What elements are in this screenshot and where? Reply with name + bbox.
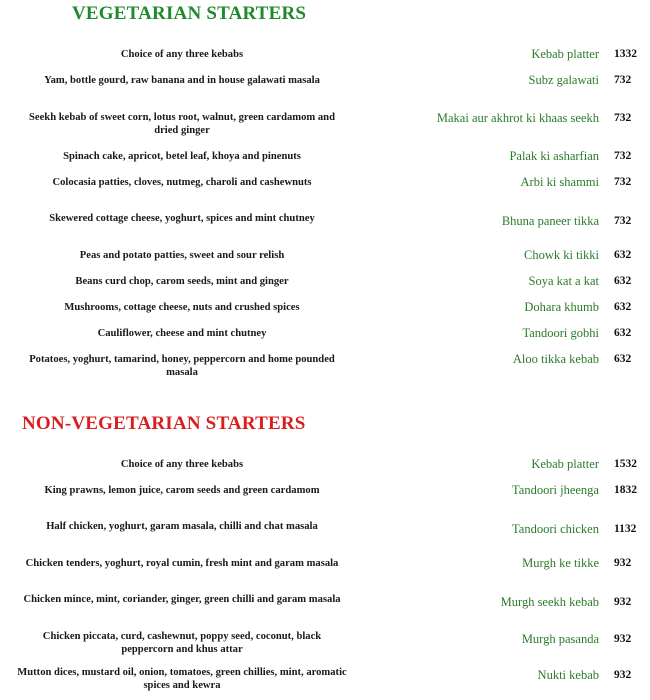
menu-item-description: Choice of any three kebabs: [120, 459, 244, 470]
menu-item-price: 1832: [614, 484, 637, 496]
menu-item-name: Palak ki asharfian: [509, 149, 599, 163]
menu-item-description: Potatoes, yoghurt, tamarind, honey, peppercorn and home pounded masala: [29, 354, 335, 378]
menu-item-description: Choice of any three kebabs: [120, 49, 244, 60]
menu-item-price: 732: [614, 215, 632, 227]
menu-item-name: Soya kat a kat: [528, 274, 599, 288]
menu-item-name: Dohara khumb: [524, 300, 599, 314]
menu-item-name: Aloo tikka kebab: [512, 352, 599, 366]
menu-item-price: 632: [614, 353, 632, 365]
menu-item-price: 632: [614, 327, 632, 339]
menu-item-price: 732: [614, 74, 632, 86]
menu-item-description: Skewered cottage cheese, yoghurt, spices and mint chutney: [49, 213, 315, 224]
nonveg-section-title: NON-VEGETARIAN STARTERS: [22, 413, 306, 434]
menu-item-description: Spinach cake, apricot, betel leaf, khoya and pinenuts: [63, 151, 301, 162]
menu-item-price: 732: [614, 176, 632, 188]
menu-item-price: 1132: [614, 523, 637, 535]
menu-item-price: 932: [614, 596, 632, 608]
menu-item-name: Tandoori jheenga: [512, 483, 599, 497]
menu-item-description: Chicken tenders, yoghurt, royal cumin, fresh mint and garam masala: [25, 558, 339, 569]
menu-item-price: 932: [614, 669, 632, 681]
menu-item-name: Chowk ki tikki: [523, 248, 599, 262]
menu-item-description: Seekh kebab of sweet corn, lotus root, walnut, green cardamom and dried ginger: [29, 112, 335, 136]
menu-item-name: Kebab platter: [531, 457, 599, 471]
menu-item-name: Tandoori chicken: [512, 522, 599, 536]
menu-item-name: Makai aur akhrot ki khaas seekh: [436, 111, 599, 125]
menu-item-description: Colocasia patties, cloves, nutmeg, charoli and cashewnuts: [52, 177, 312, 188]
menu-item-price: 732: [614, 112, 632, 124]
menu-item-name: Nukti kebab: [537, 668, 599, 682]
menu-item-price: 932: [614, 633, 632, 645]
menu-item-name: Murgh pasanda: [521, 632, 599, 646]
veg-section-title: VEGETARIAN STARTERS: [72, 3, 307, 24]
menu-item-price: 1332: [614, 48, 637, 60]
menu-item-price: 932: [614, 557, 632, 569]
menu-item-name: Bhuna paneer tikka: [501, 214, 599, 228]
menu-item-description: King prawns, lemon juice, carom seeds and green cardamom: [44, 485, 320, 496]
menu-item-description: Beans curd chop, carom seeds, mint and ginger: [75, 276, 289, 287]
menu-item-name: Subz galawati: [528, 73, 599, 87]
menu-item-price: 1532: [614, 458, 637, 470]
menu-item-name: Arbi ki shammi: [520, 175, 599, 189]
menu-item-description: Mutton dices, mustard oil, onion, tomatoes, green chillies, mint, aromatic spices and kewra: [17, 667, 347, 691]
menu-item-description: Chicken mince, mint, coriander, ginger, green chilli and garam masala: [23, 594, 341, 605]
menu-item-description: Half chicken, yoghurt, garam masala, chilli and chat masala: [46, 521, 318, 532]
menu-item-name: Tandoori gobhi: [522, 326, 599, 340]
menu-item-name: Murgh ke tikke: [522, 556, 599, 570]
menu-item-description: Cauliflower, cheese and mint chutney: [97, 328, 267, 339]
menu-item-price: 732: [614, 150, 632, 162]
menu-item-price: 632: [614, 249, 632, 261]
menu-item-name: Kebab platter: [531, 47, 599, 61]
menu-item-description: Chicken piccata, curd, cashewnut, poppy seed, coconut, black peppercorn and khus attar: [42, 631, 322, 655]
menu-item-price: 632: [614, 301, 632, 313]
menu-item-description: Yam, bottle gourd, raw banana and in house galawati masala: [44, 75, 320, 86]
menu-item-description: Peas and potato patties, sweet and sour relish: [79, 250, 285, 261]
menu-item-description: Mushrooms, cottage cheese, nuts and crushed spices: [64, 302, 300, 313]
menu-item-price: 632: [614, 275, 632, 287]
menu-item-name: Murgh seekh kebab: [500, 595, 599, 609]
